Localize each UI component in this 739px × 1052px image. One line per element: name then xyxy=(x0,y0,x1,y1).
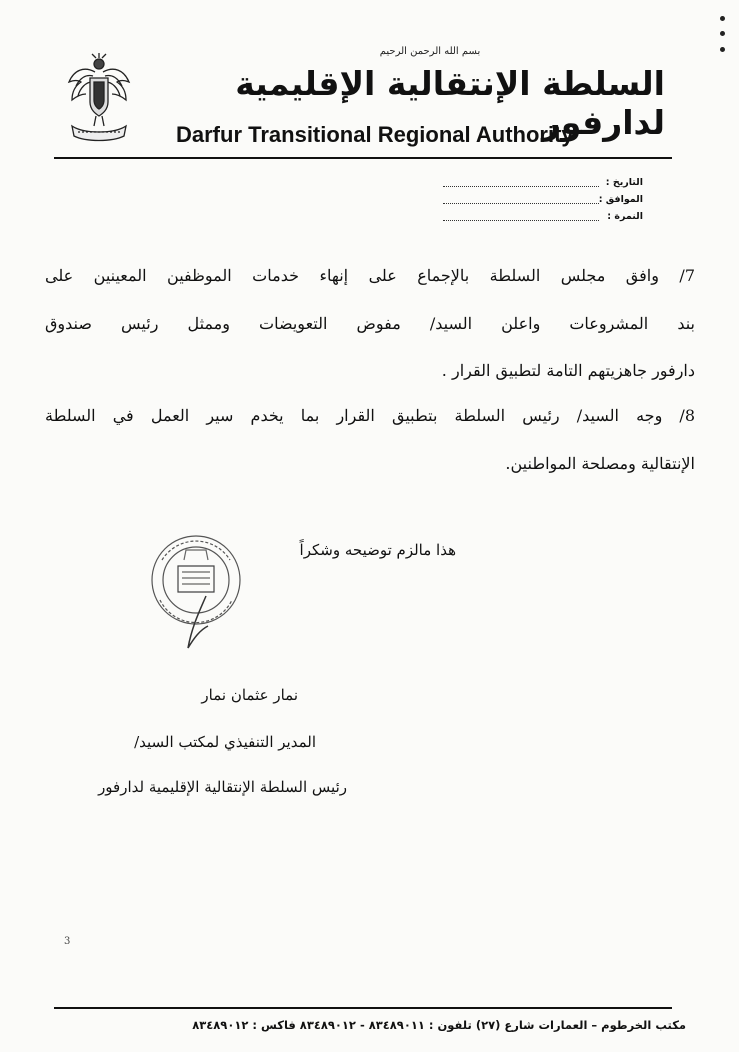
page-number: 3 xyxy=(64,936,71,947)
paragraph-7-line-1: 7/ وافق مجلس السلطة بالإجماع على إنهاء خدمات الموظفين المعينين على xyxy=(45,266,695,285)
meta-number-label: النمرة : xyxy=(607,211,643,222)
signatory-title-line-2: رئيس السلطة الإنتقالية الإقليمية لدارفور xyxy=(98,778,347,796)
scan-mark xyxy=(720,47,725,52)
footer-address: مكتب الخرطوم – العمارات شارع (٢٧) تلفون : ٨٣٤٨٩٠١١ - ٨٣٤٨٩٠١٢ فاكس : ٨٣٤٨٩٠١٢ xyxy=(192,1018,686,1032)
basmala: بسم الله الرحمن الرحيم xyxy=(379,46,481,57)
authority-title-arabic: السلطة الإنتقالية الإقليمية لدارفور xyxy=(235,64,665,142)
header-divider xyxy=(54,157,672,159)
paragraph-8-line-2: الإنتقالية ومصلحة المواطنين. xyxy=(505,454,695,473)
sudan-secretary-bird-emblem-icon xyxy=(66,52,132,144)
meta-date xyxy=(443,177,643,193)
meta-corresponding-dotted-line xyxy=(443,203,599,204)
signatory-name: نمار عثمان نمار xyxy=(201,686,298,704)
closing-line: هذا مالزم توضيحه وشكراً xyxy=(299,541,456,559)
authority-title-english: Darfur Transitional Regional Authority xyxy=(176,122,574,147)
meta-number xyxy=(443,211,643,227)
paragraph-7-line-2: بند المشروعات واعلن السيد/ مفوض التعويضات وممثل رئيس صندوق xyxy=(45,314,695,333)
footer-divider xyxy=(54,1007,672,1009)
scan-mark xyxy=(720,31,725,36)
meta-date-dotted-line xyxy=(443,186,599,187)
meta-corresponding-label: الموافق : xyxy=(598,194,643,205)
meta-corresponding xyxy=(443,194,643,210)
official-round-stamp-icon xyxy=(148,530,244,656)
paragraph-8-line-1: 8/ وجه السيد/ رئيس السلطة بتطبيق القرار بما يخدم سير العمل في السلطة xyxy=(45,406,695,425)
paragraph-7-line-3: دارفور جاهزيتهم التامة لتطبيق القرار . xyxy=(441,361,695,380)
meta-number-dotted-line xyxy=(443,220,599,221)
scan-mark xyxy=(720,16,725,21)
meta-date-label: التاريخ : xyxy=(605,177,643,188)
signatory-title-line-1: المدير التنفيذي لمكتب السيد/ xyxy=(134,733,316,751)
